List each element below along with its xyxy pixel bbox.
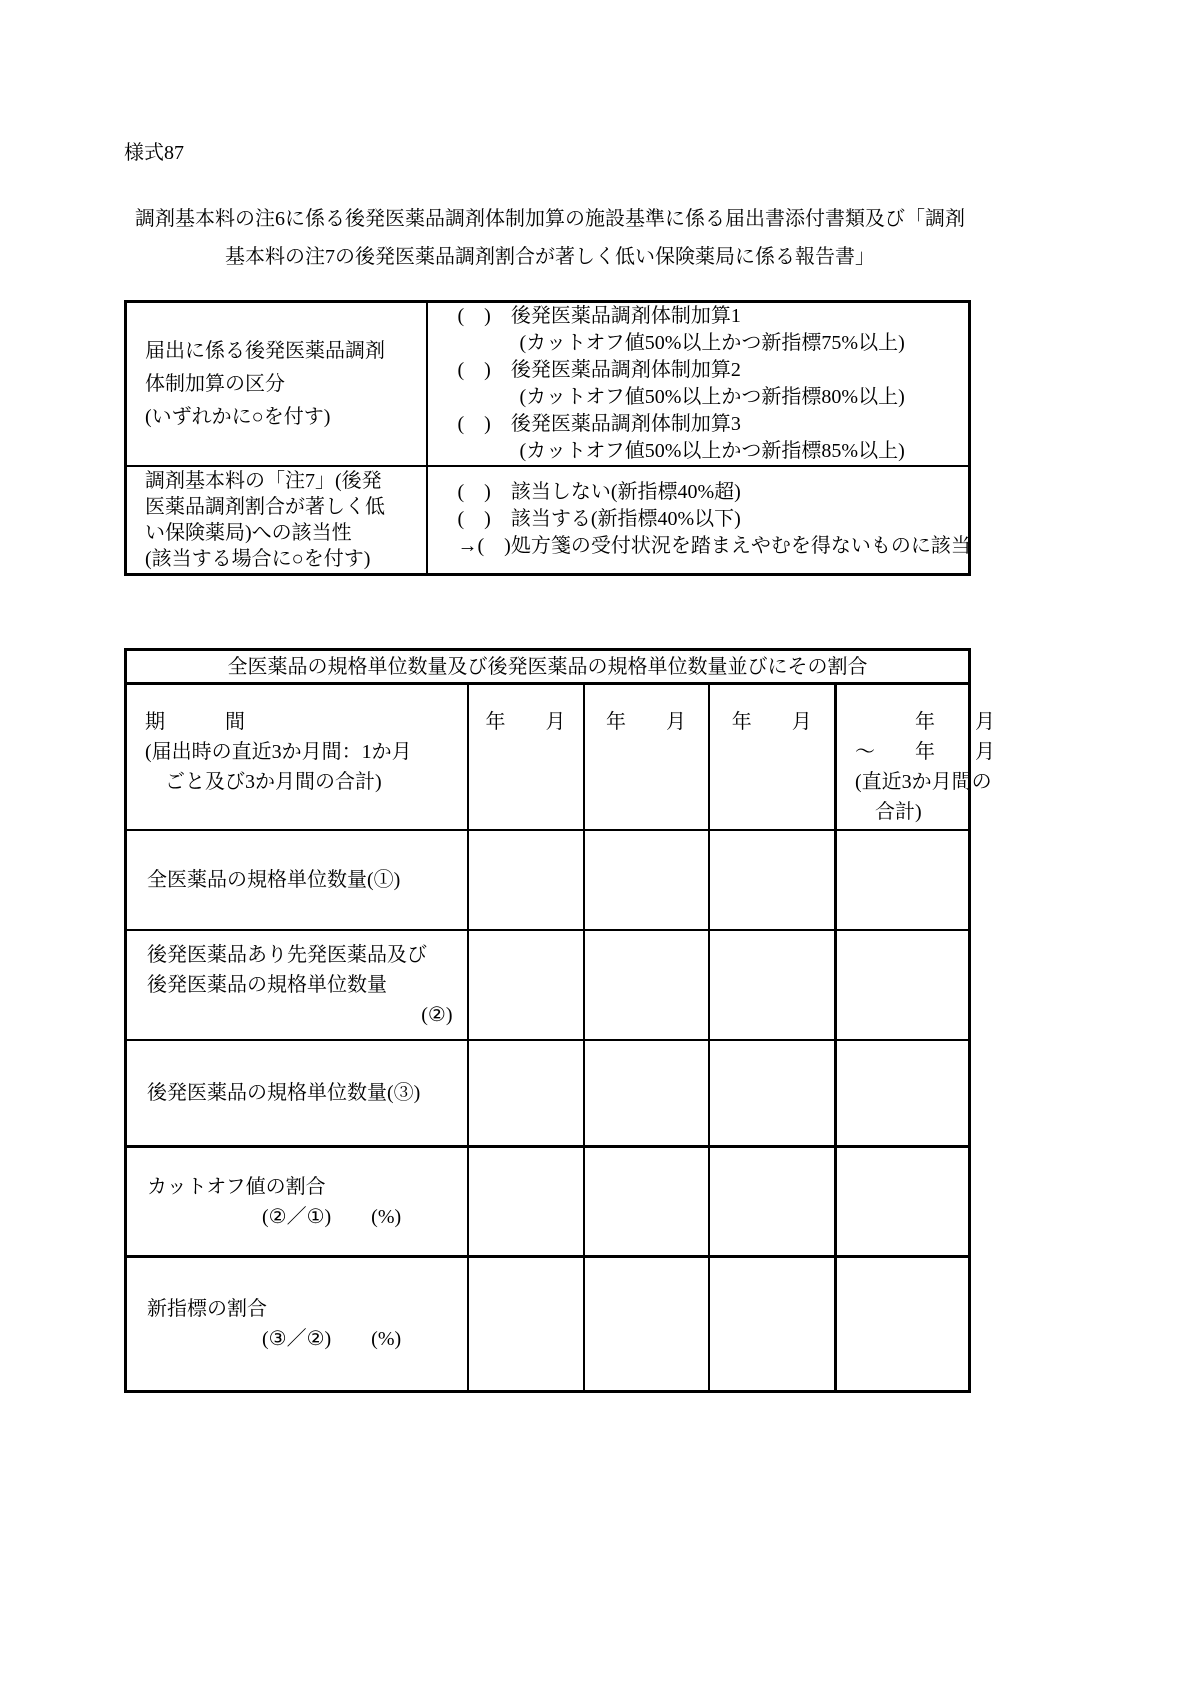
data-cell <box>468 830 584 930</box>
month-header-label: 年 月 <box>485 711 566 733</box>
period-header-cell <box>126 684 468 830</box>
data-cell <box>584 1040 709 1147</box>
addon-option-2-note: (カットオフ値50%以上かつ新指標80%以上) <box>519 386 905 408</box>
note7-label-line: 調剤基本料の「注7」(後発 <box>145 469 382 492</box>
total-header-line: 年 月 <box>855 711 995 733</box>
note7-options-cell <box>427 466 970 574</box>
addon-category-label-line: 届出に係る後発医薬品調剤 <box>145 339 385 362</box>
quantity-table <box>124 648 995 1393</box>
data-cell <box>468 1257 584 1392</box>
data-cell <box>836 930 970 1040</box>
note7-option-applicable: ( ) 該当する(新指標40%以下) <box>457 508 741 531</box>
data-cell <box>584 1147 709 1257</box>
row-label-generic-and-originator <box>126 930 468 1040</box>
month-header-label: 年 月 <box>606 711 686 733</box>
addon-option-2: ( ) 後発医薬品調剤体制加算2 <box>457 359 741 381</box>
row-label-line: 後発医薬品の規格単位数量(③) <box>147 1081 421 1104</box>
total-header-line: (直近3か月間の <box>855 771 992 793</box>
month-header-cell-3 <box>709 684 836 830</box>
row-label-generic-drugs <box>126 1040 468 1147</box>
row-label-all-drugs <box>126 830 468 930</box>
data-cell <box>468 930 584 1040</box>
row-label-line: 後発医薬品の規格単位数量 <box>147 973 387 996</box>
period-header-line: ごと及び3か月間の合計) <box>145 771 382 793</box>
month-header-cell-1 <box>468 684 584 830</box>
row-label-line: 後発医薬品あり先発医薬品及び <box>147 943 427 966</box>
data-cell <box>836 1147 970 1257</box>
month-header-label: 年 月 <box>731 711 812 733</box>
data-cell <box>709 1257 836 1392</box>
row-label-new-index-ratio <box>126 1257 468 1392</box>
data-cell <box>836 1040 970 1147</box>
addon-option-1: ( ) 後発医薬品調剤体制加算1 <box>457 305 741 327</box>
data-cell <box>709 1040 836 1147</box>
document-title <box>112 200 988 276</box>
title-line-1: 調剤基本料の注6に係る後発医薬品調剤体制加算の施設基準に係る届出書添付書類及び「調剤 <box>135 208 965 230</box>
data-cell <box>584 930 709 1040</box>
row-label-line: カットオフ値の割合 <box>147 1175 326 1198</box>
addon-category-label-line: 体制加算の区分 <box>145 372 285 395</box>
notification-table <box>124 300 971 576</box>
row-label-cutoff-ratio <box>126 1147 468 1257</box>
row-label-line: 新指標の割合 <box>147 1298 267 1320</box>
note7-label-line: 医薬品調剤割合が著しく低 <box>145 495 385 518</box>
row-label-line: 全医薬品の規格単位数量(①) <box>147 868 401 891</box>
addon-option-3: ( ) 後発医薬品調剤体制加算3 <box>457 413 741 435</box>
addon-category-label-line: (いずれかに○を付す) <box>145 405 331 428</box>
note7-label-line: い保険薬局)への該当性 <box>145 521 352 544</box>
addon-option-1-note: (カットオフ値50%以上かつ新指標75%以上) <box>519 332 905 354</box>
row-label-line: (②) <box>421 1003 453 1026</box>
data-cell <box>584 830 709 930</box>
title-line-2: 基本料の注7の後発医薬品調剤割合が著しく低い保険薬局に係る報告書」 <box>225 246 875 268</box>
note7-applicability-label-cell <box>126 466 427 574</box>
row-label-formula: (②／①) (%) <box>262 1205 402 1228</box>
data-cell <box>709 930 836 1040</box>
total-header-line: ～ 年 月 <box>855 741 995 763</box>
note7-option-not-applicable: ( ) 該当しない(新指標40%超) <box>457 481 741 504</box>
note7-label-line: (該当する場合に○を付す) <box>145 547 371 570</box>
three-month-total-header-cell <box>836 684 995 830</box>
data-cell <box>709 1147 836 1257</box>
data-cell <box>584 1257 709 1392</box>
note7-option-unavoidable: →( )処方箋の受付状況を踏まえやむを得ないものに該当 <box>457 535 971 558</box>
addon-category-label-cell <box>126 302 427 467</box>
data-cell <box>468 1147 584 1257</box>
row-label-formula: (③／②) (%) <box>262 1328 402 1350</box>
addon-option-3-note: (カットオフ値50%以上かつ新指標85%以上) <box>519 440 905 462</box>
period-header-line: (届出時の直近3か月間：1か月 <box>145 741 412 763</box>
data-cell <box>709 830 836 930</box>
data-cell <box>836 830 970 930</box>
data-cell <box>836 1257 970 1392</box>
form-number: 様式87 <box>124 142 184 164</box>
data-cell <box>468 1040 584 1147</box>
quantity-table-title: 全医薬品の規格単位数量及び後発医薬品の規格単位数量並びにその割合 <box>126 650 970 684</box>
month-header-cell-2 <box>584 684 709 830</box>
period-header-line: 期 間 <box>145 711 245 733</box>
addon-category-options-cell <box>427 302 970 467</box>
total-header-line: 合計) <box>855 801 922 823</box>
